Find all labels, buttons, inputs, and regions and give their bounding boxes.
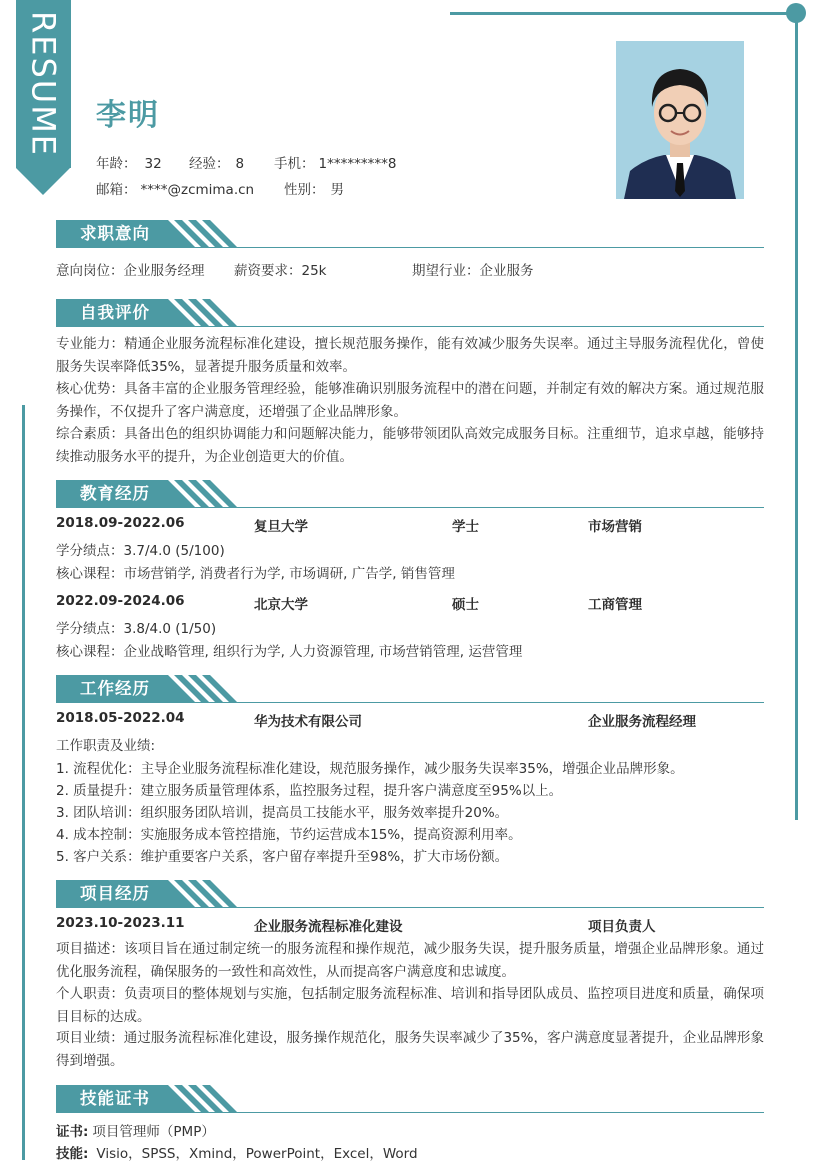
edu-major: 工商管理 [588,597,642,613]
experience-label: 经验： [189,156,230,172]
cert-line [56,1120,215,1140]
section-title: 自我评价 [80,303,150,322]
cert-value: 项目管理师（PMP） [92,1124,215,1140]
phone-label: 手机： [274,156,315,172]
email-info [96,178,254,198]
work-duty: 5. 客户关系：维护重要客户关系，客户留存率提升至98%，扩大市场份额。 [56,849,509,865]
section-header-work [56,675,764,705]
experience-value: 8 [235,156,245,172]
section-title: 教育经历 [80,484,150,503]
email-value: ****@zcmima.cn [140,182,255,198]
work-company: 华为技术有限公司 [254,714,362,730]
left-divider [22,405,25,1160]
work-duty: 1. 流程优化：主导企业服务流程标准化建设，规范服务操作，减少服务失误率35%，增强企业品牌形象。 [56,761,684,777]
right-divider [795,12,798,820]
section-title: 技能证书 [80,1089,150,1108]
work-row [56,710,764,732]
resume-label-wrap [16,0,71,168]
edu-gpa: 学分绩点：3.8/4.0 (1/50) [56,621,217,637]
project-duty: 个人职责：负责项目的整体规划与实施，包括制定服务流程标准、培训和指导团队成员、监控项目进度和质量，确保项目目标的达成。 [56,986,764,1025]
intent-position: 意向岗位：企业服务经理 [56,263,205,279]
edu-period: 2022.09-2024.06 [56,593,185,609]
edu-period: 2018.09-2022.06 [56,515,185,531]
project-row [56,915,764,937]
section-header-intent [56,220,764,250]
section-title: 项目经历 [80,884,150,903]
work-duty: 4. 成本控制：实施服务成本管控措施，节约运营成本15%，提高资源利用率。 [56,827,522,843]
self-eval-professional: 专业能力：精通企业服务流程标准化建设，擅长规范服务操作，能有效减少服务失误率。通过主导服务流程优化，曾使服务失误率降低35%，显著提升服务质量和效率。 [56,336,764,375]
gender-label: 性别： [284,182,325,198]
project-result: 项目业绩：通过服务流程标准化建设，服务操作规范化，服务失误率减少了35%，客户满意度显著提升，企业品牌形象得到增强。 [56,1030,764,1069]
project-period: 2023.10-2023.11 [56,915,185,931]
project-name: 企业服务流程标准化建设 [254,919,403,935]
resume-tab-tip [16,168,70,195]
section-header-education [56,480,764,510]
education-row [56,515,764,537]
edu-school: 北京大学 [254,597,308,613]
section-header-project [56,880,764,910]
section-header-self-eval [56,299,764,329]
work-duty: 2. 质量提升：建立服务质量管理体系，监控服务过程，提升客户满意度至95%以上。 [56,783,563,799]
skill-value: Visio，SPSS，Xmind，PowerPoint，Excel，Word [96,1146,418,1162]
self-eval-strength: 核心优势：具备丰富的企业服务管理经验，能够准确识别服务流程中的潜在问题，并制定有效的解决方案。通过规范服务操作，不仅提升了客户满意度，还增强了企业品牌形象。 [56,381,764,420]
candidate-name: 李明 [96,98,160,133]
self-eval-quality: 综合素质：具备出色的组织协调能力和问题解决能力，能够带领团队高效完成服务目标。注重细节，追求卓越，能够持续推动服务水平的提升，为企业创造更大的价值。 [56,426,764,465]
gender-value: 男 [330,182,344,198]
edu-degree: 学士 [452,519,479,535]
section-header-skills [56,1085,764,1115]
section-title: 工作经历 [80,679,150,698]
section-title: 求职意向 [80,224,150,243]
edu-major: 市场营销 [588,519,642,535]
age-label: 年龄： [96,156,137,172]
project-role: 项目负责人 [588,919,656,935]
age-value: 32 [144,156,162,172]
cert-label: 证书: [56,1124,89,1140]
intent-salary: 薪资要求：25k [234,263,327,279]
work-period: 2018.05-2022.04 [56,710,185,726]
phone-value: 1*********8 [318,156,397,172]
gender-info [284,178,344,198]
portrait-image [616,41,744,199]
email-label: 邮箱： [96,182,137,198]
edu-courses: 核心课程：企业战略管理, 组织行为学, 人力资源管理, 市场营销管理, 运营管理 [56,644,523,660]
edu-school: 复旦大学 [254,519,308,535]
resume-label: RESUME [24,10,63,157]
project-description: 项目描述：该项目旨在通过制定统一的服务流程和操作规范，减少服务失误，提升服务质量，增强企业品牌形象。通过优化服务流程，确保服务的一致性和高效性，从而提高客户满意度和忠诚度。 [56,941,764,980]
skill-line [56,1142,418,1162]
education-row [56,593,764,615]
work-role: 企业服务流程经理 [588,714,696,730]
work-duty: 3. 团队培训：组织服务团队培训，提高员工技能水平，服务效率提升20%。 [56,805,509,821]
edu-gpa: 学分绩点：3.7/4.0 (5/100) [56,543,225,559]
phone-info [274,152,396,172]
intent-industry: 期望行业：企业服务 [412,263,534,279]
edu-degree: 硕士 [452,597,479,613]
profile-photo [616,41,744,199]
work-intro: 工作职责及业绩: [56,738,156,754]
skill-label: 技能: [56,1146,89,1162]
edu-courses: 核心课程：市场营销学, 消费者行为学, 市场调研, 广告学, 销售管理 [56,566,455,582]
age-info [96,152,162,172]
top-divider [450,12,796,15]
experience-info [189,152,244,172]
